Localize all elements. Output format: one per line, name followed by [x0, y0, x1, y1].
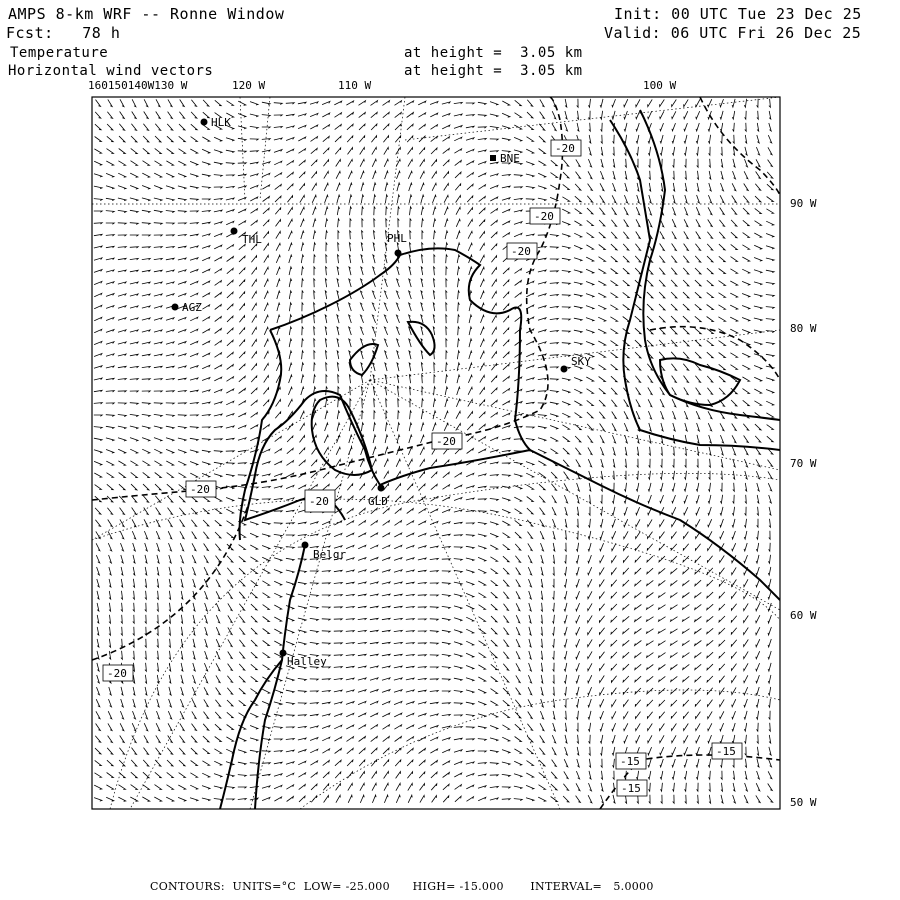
wind-vector-field — [94, 99, 774, 803]
contour-label-8: -15 — [716, 745, 736, 758]
station-label-phl: PHL — [387, 232, 407, 245]
height-label-2: at height = 3.05 km — [404, 63, 583, 79]
station-dot-agz — [172, 304, 179, 311]
contour-label-3: -20 — [511, 245, 531, 258]
contour-label-9: -15 — [620, 755, 640, 768]
station-label-halley: Halley — [287, 655, 327, 668]
station-dot-bne — [490, 155, 496, 161]
contour-label-4: -20 — [436, 435, 456, 448]
lon-tick-70: 70 W — [790, 457, 817, 470]
lon-tick-90: 90 W — [790, 197, 817, 210]
station-label-belgr: Belgr — [313, 548, 347, 561]
station-dot-sky — [561, 366, 568, 373]
station-label-hlk: HLK — [211, 116, 231, 129]
station-label-thl: THL — [242, 233, 262, 246]
station-label-gld: GLD — [368, 495, 388, 508]
graticule — [92, 97, 780, 809]
contour-label-7: -20 — [107, 667, 127, 680]
contour-info-footer: CONTOURS: UNITS=°C LOW= -25.000 HIGH= -15.000 INTERVAL= 5.0000 — [150, 880, 654, 893]
station-dot-thl — [231, 228, 238, 235]
station-label-sky: SKY — [571, 355, 591, 368]
contour-label-6: -20 — [309, 495, 329, 508]
station-dot-phl — [395, 250, 402, 257]
station-dot-gld — [378, 485, 385, 492]
contour-label-10: -15 — [621, 782, 641, 795]
station-markers — [172, 119, 568, 657]
station-dot-belgr — [302, 542, 309, 549]
lon-tick-60: 60 W — [790, 609, 817, 622]
field-wind-vectors: Horizontal wind vectors — [8, 63, 214, 79]
forecast-hour: Fcst: 78 h — [6, 24, 121, 42]
lon-tick-100: 100 W — [643, 79, 677, 92]
height-label-1: at height = 3.05 km — [404, 45, 583, 61]
station-dot-halley — [280, 650, 287, 657]
contour-label-2: -20 — [534, 210, 554, 223]
contour-label-5: -20 — [190, 483, 210, 496]
lon-tick-120: 120 W — [232, 79, 266, 92]
lon-tick-50: 50 W — [790, 796, 817, 809]
contour-label-1: -20 — [555, 142, 575, 155]
lon-tick-80: 80 W — [790, 322, 817, 335]
station-label-bne: BNE — [500, 152, 520, 165]
station-dot-hlk — [201, 119, 208, 126]
field-temperature: Temperature — [10, 45, 109, 61]
station-label-agz: AGZ — [182, 301, 202, 314]
map-title: AMPS 8-km WRF -- Ronne Window — [8, 5, 285, 23]
init-time: Init: 00 UTC Tue 23 Dec 25 — [614, 5, 862, 23]
valid-time: Valid: 06 UTC Fri 26 Dec 25 — [604, 24, 862, 42]
coastline — [220, 110, 780, 809]
lon-tick-110: 110 W — [338, 79, 372, 92]
lon-tick-160-130: 160150140W130 W — [88, 79, 188, 92]
